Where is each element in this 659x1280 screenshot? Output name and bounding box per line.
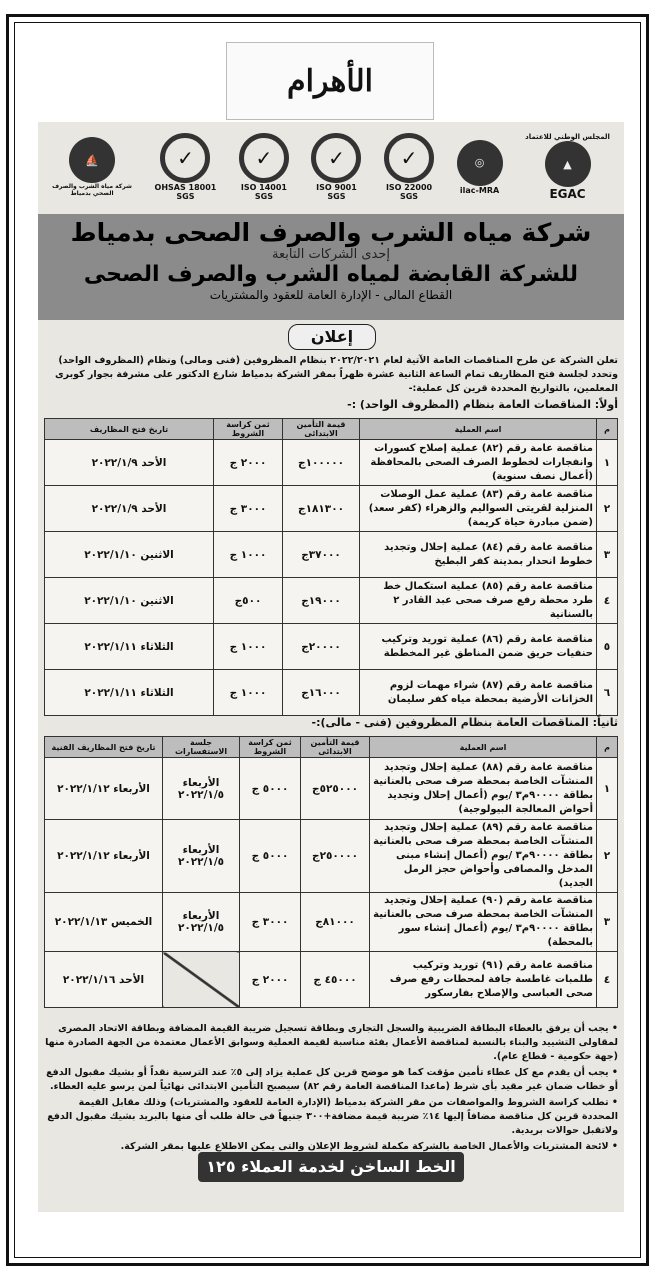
subsidiary-line: إحدى الشركات التابعة [272, 247, 390, 262]
table-row: ١ مناقصة عامة رقم (٨٢) عملية إصلاح كسورات وانفجارات لخطوط الصرف الصحى بالمحافظة (أعمال نصف سنوية) ١٠٠٠٠٠ج ٢٠٠٠ ج الأحد ٢٠٢٢/١/٩ [45, 440, 618, 486]
iso-cert-2: ✓ ISO 14001 SGS [239, 133, 289, 201]
logo-strip [38, 122, 624, 212]
check-icon: ✓ [311, 133, 361, 183]
table-row: ٣ مناقصة عامة رقم (٩٠) عملية إحلال وتجديد المنشآت الخاصة بمحطة صرف صحى بالعنانية بطاقة ٩٠٠٠٠م٣ /يوم (أعمال إنشاء سور بالمحطة) ٨١٠٠٠ج ٣٠٠٠ ج الأربعاء ٢٠٢٢/١/٥ الخميس ٢٠٢٢/١/١٣ [45, 893, 618, 952]
table-header-row: م اسم العملية قيمة التأمين الابتدائى ثمن كراسة الشروط جلسة الاستفسارات تاريخ فتح المظاريف الفنية [45, 737, 618, 758]
note-item: • تطلب كراسة الشروط والمواصفات من مقر الشركة بدمياط (الإدارة العامة للعقود والمشتريات) وذلك مقابل القيمة المحددة قرين كل مناقصة مضافاً إليها ١٤٪ ضريبة قيمة مضافة+٣٠٠ جنيهاً فى حالة طلب أى منها بالبريد بشيك مقبول الدفع ولاتقبل حوالات بريدية. [47, 1097, 618, 1136]
announcement-badge: إعلان [288, 324, 376, 350]
notes-block [42, 1022, 618, 1156]
note-item: • لائحة المشتريات والأعمال الخاصة بالشركة مكملة لشروط الإعلان والتى يمكن الاطلاع عليها بمقر الشركة. [120, 1141, 618, 1152]
empty-cell-crossed [163, 952, 240, 1008]
company-logo-text: شركة مياه الشرب والصرف الصحي بدمياط [52, 183, 132, 197]
newspaper-masthead [226, 42, 434, 120]
section2-title: ثانياً: المناقصات العامة بنظام المظروفين (فنى - مالى):- [311, 716, 618, 729]
ilac-logo: ◎ ilac-MRA [457, 140, 503, 195]
table-row: ٦ مناقصة عامة رقم (٨٧) شراء مهمات لزوم الخزانات الأرضية بمحطة مياه كفر سليمان ١٦٠٠٠ج ١٠٠٠ ج الثلاثاء ٢٠٢٢/١/١١ [45, 670, 618, 716]
iso-cert-1: ✓ OHSAS 18001 SGS [155, 133, 217, 201]
pyramid-icon: ▲ [545, 141, 591, 187]
masthead-title: الأهرام [287, 63, 373, 99]
note-item: • يجب أن يقدم مع كل عطاء تأمين مؤقت كما هو موضح قرين كل عملية يزاد إلى ٥٪ عند الترسية نقداً أو بشيك مقبول الدفع أو خطاب ضمان غير مقيد بأى شرط (ماعدا المناقصة العامة رقم ٨٢) سيصبح التأمين الابتدائى نهائياً لمن يرسو عليه العطاء. [46, 1067, 618, 1092]
holding-company: للشركة القابضة لمياه الشرب والصرف الصحى [83, 262, 579, 287]
section1-table [44, 418, 618, 716]
department-line: القطاع المالى - الإدارة العامة للعقود والمشتريات [209, 288, 453, 302]
table-row: ٢ مناقصة عامة رقم (٨٩) عملية إحلال وتجديد المنشآت الخاصة بمحطة صرف صحى بالعنانية بطاقة ٩٠٠٠٠م٣ /يوم (أعمال إنشاء مبنى المدخل والمصافى وأحواض حجز الرمل الجديد) ٢٥٠٠٠٠ج ٥٠٠٠ ج الأربعاء ٢٠٢٢/١/٥ الأربعاء ٢٠٢٢/١/١٢ [45, 820, 618, 893]
table-row: ٤ مناقصة عامة رقم (٨٥) عملية استكمال خط طرد محطة رفع صرف صحى عبد القادر ٢ بالسنانية ١٩٠٠٠ج ٥٠٠ج الاثنين ٢٠٢٢/١/١٠ [45, 578, 618, 624]
intro-paragraph: تعلن الشركة عن طرح المناقصات العامة الآتية لعام ٢٠٢٢/٢٠٢١ بنظام المظروفين (فنى ومالى) ونظام (المظروف الواحد) وتحدد لجلسة فتح المظاريف تمام الساعة الثانية عشرة ظهراً بمقر الشركة بدمياط شارع الدكتور على مشرفة بجوار كوبرى المعلمين، بالتواريخ المحددة قرين كل عملية:- [54, 355, 618, 394]
table-row: ٤ مناقصة عامة رقم (٩١) توريد وتركيب طلمبات غاطسة جافة لمحطات رفع صرف صحى العباسى والإصلاح بفارسكور ٤٥٠٠٠ ج ٢٠٠٠ ج الأحد ٢٠٢٢/١/١٦ [45, 952, 618, 1008]
hotline-banner: الخط الساخن لخدمة العملاء ١٢٥ [198, 1152, 464, 1182]
table-row: ٥ مناقصة عامة رقم (٨٦) عملية توريد وتركيب حنفيات حريق ضمن المناطق غير المخططة ٢٠٠٠٠ج ١٠٠٠ ج الثلاثاء ٢٠٢٢/١/١١ [45, 624, 618, 670]
note-item: • يجب أن يرفق بالعطاء البطاقة الضريبية والسجل التجارى وبطاقة تسجيل ضريبة القيمة المضافة وبطاقة الاتحاد المصرى لمقاولى التشييد والبناء بالنسبة لمناقصة الأعمال بفئة مناسبة لقيمة العملية وسوابق الأعمال معتمدة من الجهة الصادرة منها (جهة حكومية - قطاع عام). [45, 1023, 618, 1062]
iso-cert-4: ✓ ISO 22000 SGS [384, 133, 434, 201]
title-band [38, 214, 624, 320]
check-icon: ✓ [239, 133, 289, 183]
company-logo [52, 137, 132, 197]
company-emblem-icon: ⛵ [69, 137, 115, 183]
iso-cert-3: ✓ ISO 9001 SGS [311, 133, 361, 201]
egac-logo: المجلس الوطني للاعتماد ▲ EGAC [525, 133, 610, 201]
table-header-row: م اسم العملية قيمة التأمين الابتدائى ثمن كراسة الشروط تاريخ فتح المظاريف [45, 419, 618, 440]
check-icon: ✓ [160, 133, 210, 183]
table-row: ١ مناقصة عامة رقم (٨٨) عملية إحلال وتجديد المنشآت الخاصة بمحطة صرف صحى بالعنانية بطاقة ٩٠٠٠٠م٣ /يوم (أعمال إحلال وتجديد أحواض المعالجة البيولوجية) ٥٢٥٠٠٠ج ٥٠٠٠ ج الأربعاء ٢٠٢٢/١/٥ الأربعاء ٢٠٢٢/١/١٢ [45, 758, 618, 820]
company-name: شركة مياه الشرب والصرف الصحى بدمياط [70, 218, 592, 247]
check-icon: ✓ [384, 133, 434, 183]
table-row: ٢ مناقصة عامة رقم (٨٣) عملية عمل الوصلات المنزلية لقريتى السواليم والزهراء (كفر سعد) (ضمن مبادرة حياة كريمة) ١٨١٣٠٠ج ٣٠٠٠ ج الأحد ٢٠٢٢/١/٩ [45, 486, 618, 532]
section1-title: أولاً: المناقصات العامة بنظام (المظروف الواحد) :- [347, 398, 618, 411]
advertisement [38, 122, 624, 1212]
table-row: ٣ مناقصة عامة رقم (٨٤) عملية إحلال وتجديد خطوط انحدار بمدينة كفر البطيخ ٣٧٠٠٠ج ١٠٠٠ ج الاثنين ٢٠٢٢/١/١٠ [45, 532, 618, 578]
globe-icon: ◎ [457, 140, 503, 186]
section2-table [44, 736, 618, 1008]
